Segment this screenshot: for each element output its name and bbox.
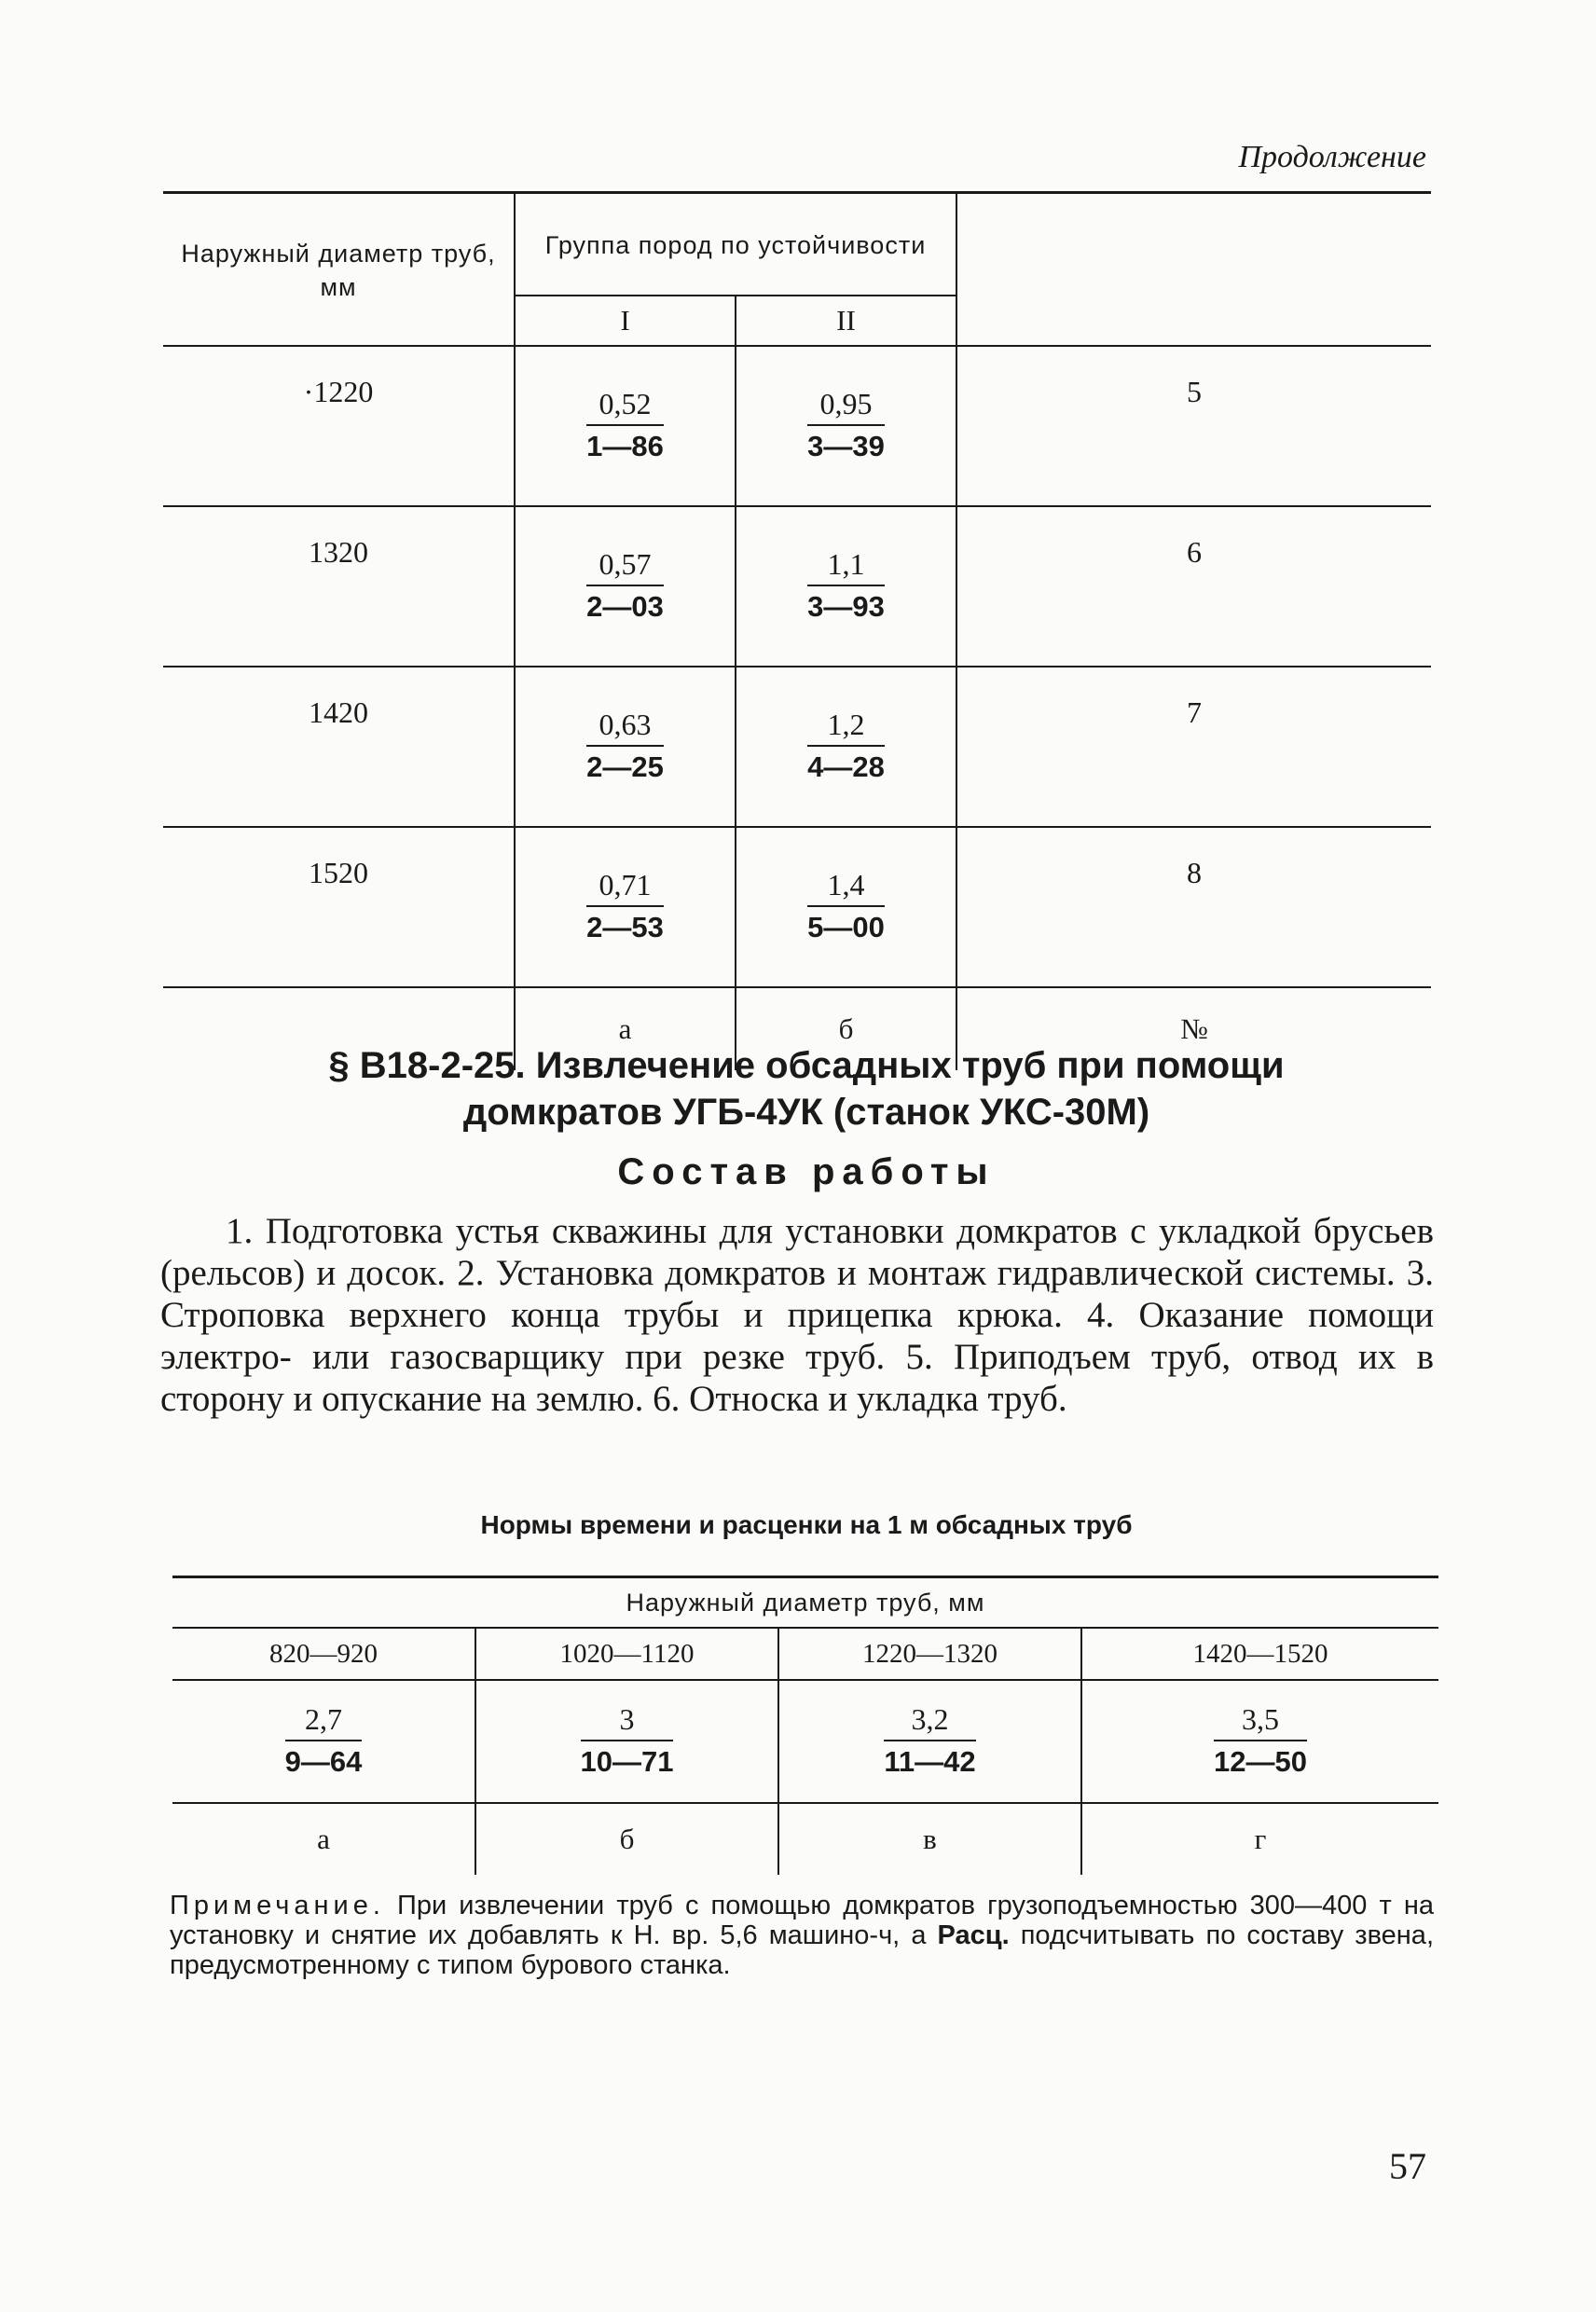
footer-col-b: б [475, 1803, 778, 1875]
group2-cell: $\frac{1,1}{3—93}$ [736, 506, 956, 667]
diameter-cell: 1520 [163, 827, 515, 987]
norms-header: Наружный диаметр труб, мм [172, 1577, 1438, 1629]
table-row [163, 667, 1431, 827]
group2-cell: $\frac{1,2}{4—28}$ [736, 667, 956, 827]
note-label: Примечание. [170, 1891, 385, 1920]
note-text-2: подсчитывать по составу звена, предусмотренному с типом бурового станка. [170, 1920, 1434, 1980]
diameter-cell: ·1220 [163, 346, 515, 506]
footer-col-b: б [736, 987, 956, 1070]
work-composition-text: 1. Подготовка устья скважины для установки домкратов с укладкой брусьев (рельсов) и досок. 2. Установка домкратов и монтаж гидравлической системы. 3. Строповка верхнего конца трубы и прицепка крюка. 4. Оказание помощи электро- или газосварщику при резке труб. 5. Приподъем труб, отвод их в сторону и опускание на землю. 6. Относка и укладка труб. [160, 1211, 1434, 1419]
footer-col-v: в [778, 1803, 1081, 1875]
work-composition-title: Состав работы [617, 1151, 996, 1192]
continuation-label: Продолжение [1238, 140, 1426, 174]
col-1220-1320: 1220—1320 [778, 1628, 1081, 1680]
footer-col-a: а [172, 1803, 475, 1875]
group1-cell: $\frac{0,57}{2—03}$ [515, 506, 736, 667]
footer-col-num: № [956, 987, 1431, 1070]
note [170, 1891, 1434, 1980]
diameter-cell: 1420 [163, 667, 515, 827]
header-group-2: II [736, 296, 956, 346]
norms-table [172, 1576, 1438, 1875]
table-row [163, 506, 1431, 667]
header-diameter: Наружный диаметр труб, мм [163, 193, 515, 347]
footer-col-g: г [1081, 1803, 1438, 1875]
footer-col-a: а [515, 987, 736, 1070]
header-group: Группа пород по устойчивости [515, 193, 956, 296]
table-row [163, 827, 1431, 987]
header-group-1: I [515, 296, 736, 346]
norm-cell: $\frac{2,7}{9—64}$ [172, 1680, 475, 1803]
col-1420-1520: 1420—1520 [1081, 1628, 1438, 1680]
table-row [163, 346, 1431, 506]
group2-cell: $\frac{0,95}{3—39}$ [736, 346, 956, 506]
row-number: 8 [956, 827, 1431, 987]
note-bold: Расц. [937, 1920, 1010, 1950]
table-footer-row [172, 1803, 1438, 1875]
group1-cell: $\frac{0,52}{1—86}$ [515, 346, 736, 506]
pipe-norms-table [163, 191, 1431, 1070]
row-number: 6 [956, 506, 1431, 667]
header-empty [956, 193, 1431, 347]
page-number: 57 [1389, 2145, 1426, 2187]
norm-cell: $\frac{3,5}{12—50}$ [1081, 1680, 1438, 1803]
group1-cell: $\frac{0,71}{2—53}$ [515, 827, 736, 987]
diameter-cell: 1320 [163, 506, 515, 667]
section-title: § В18-2-25. Извлечение обсадных труб при помощи домкратов УГБ-4УК (станок УКС-30М) [328, 1045, 1285, 1133]
norms-title: Нормы времени и расценки на 1 м обсадных труб [480, 1510, 1133, 1539]
norm-cell: $\frac{3,2}{11—42}$ [778, 1680, 1081, 1803]
norm-cell: $\frac{3}{10—71}$ [475, 1680, 778, 1803]
group1-cell: $\frac{0,63}{2—25}$ [515, 667, 736, 827]
col-1020-1120: 1020—1120 [475, 1628, 778, 1680]
group2-cell: $\frac{1,4}{5—00}$ [736, 827, 956, 987]
note-text-1: При извлечении труб с помощью домкратов грузоподъемностью 300—400 т на установку и снятие их добавлять к Н. вр. 5,6 машино-ч, а [170, 1891, 1434, 1950]
row-number: 5 [956, 346, 1431, 506]
row-number: 7 [956, 667, 1431, 827]
col-820-920: 820—920 [172, 1628, 475, 1680]
table-row [172, 1680, 1438, 1803]
